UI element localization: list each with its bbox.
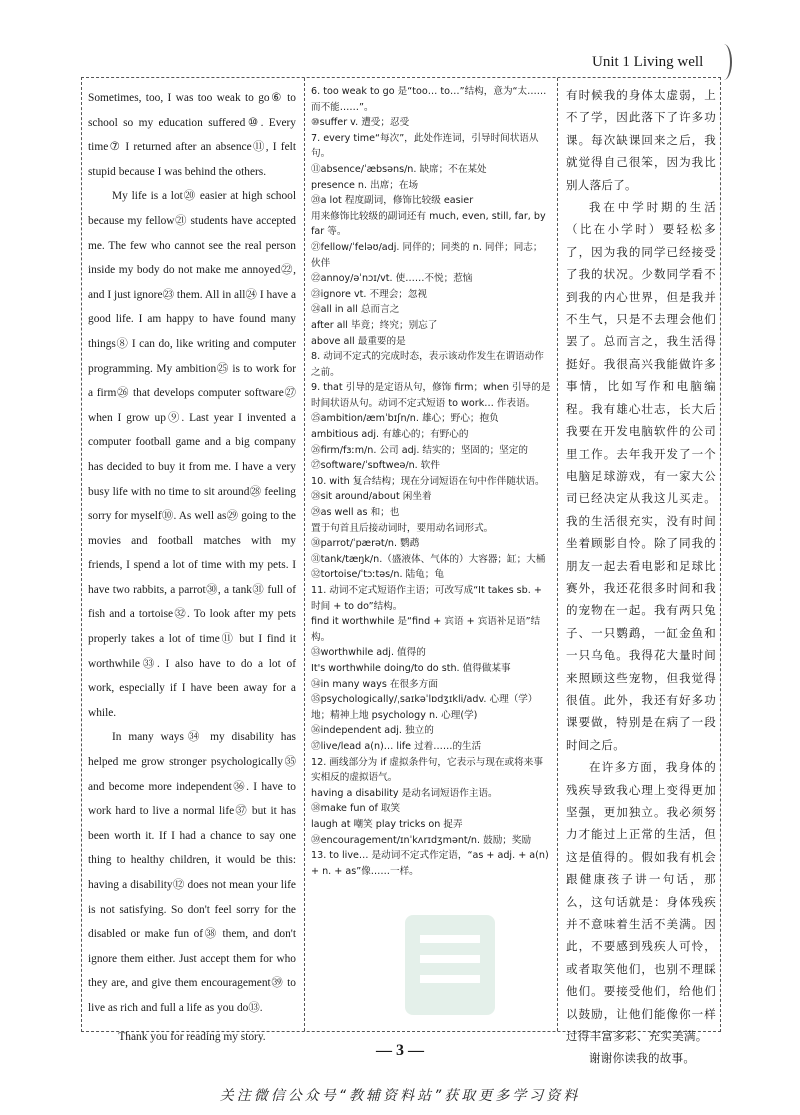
english-closing-line: Thank you for reading my story. [118,1030,266,1043]
vocabulary-note: ㉗software/ˈsɒftweə/n. 软件 [311,460,440,472]
page-number: — 3 — [376,1042,424,1059]
english-paragraph-1: Sometimes, too, I was too weak to go⑥ to school so my education suffered⑩. Every time⑦ I returned after an absence⑪, I felt stupid because I was behind the others. [88,92,296,178]
vocabulary-note: ㉕ambition/æmˈbɪʃn/n. 雄心；野心；抱负 [311,413,499,425]
header-bracket-decoration [716,44,732,80]
vocabulary-note: above all 最重要的是 [311,335,406,347]
vocabulary-note: ㉙as well as 和；也 [311,507,400,519]
vocabulary-note: ㉞in many ways 在很多方面 [311,678,438,690]
vocabulary-note: ㉒annoy/əˈnɔɪ/vt. 使……不悦；惹恼 [311,273,473,285]
vocabulary-note: 10. with 复合结构；现在分词短语在句中作伴随状语。 [311,475,545,487]
chinese-paragraph-3: 在许多方面，我身体的残疾导致我心理上变得更加坚强，更加独立。我必须努力才能过上正常的生活，但这是值得的。假如我有机会跟健康孩子讲一句话，那么，这句话就是：身体残疾并不意味着生活不美满。因此，不要感到残疾人可怜，或者取笑他们，也别不理睬他们。要接受他们，给他们以鼓励，让他们能像你一样过得丰富多彩、充实美满。 [566,760,716,1044]
vocabulary-note: 11. 动词不定式短语作主语；可改写成“It takes sb. + 时间 + to do”结构。 [311,585,542,612]
chinese-closing-line: 谢谢你读我的故事。 [589,1051,696,1066]
vocabulary-note: ㉟psychologically/ˌsaɪkəˈlɒdʒɪkli/adv. 心理（学）地；精神上地 psychology n. 心理(学) [311,694,538,721]
vocabulary-note: ㉑fellow/ˈfeləʊ/adj. 同伴的；同类的 n. 同伴；同志；伙伴 [311,241,543,269]
content-frame [81,77,721,1066]
english-passage-column [82,78,304,1043]
page-header [560,48,750,78]
chinese-translation-column [558,78,722,1066]
chinese-paragraph-1: 有时候我的身体太虚弱，上不了学，因此落下了许多功课。每次缺课回来之后，我就觉得自己很笨，因为我比别人落后了。 [566,88,716,192]
vocabulary-note: ㉚parrot/ˈpærət/n. 鹦鹉 [311,538,420,550]
vocabulary-note: ⑪absence/ˈæbsəns/n. 缺席；不在某处 [311,163,487,175]
vocabulary-note: 7. every time“每次”，此处作连词，引导时间状语从句。 [311,132,539,160]
vocabulary-note: 13. to live… 是动词不定式作定语，“as + adj. + a(n) + n. + as”像……一样。 [311,850,549,877]
vocabulary-note: ㉜tortoise/ˈtɔːtəs/n. 陆龟；龟 [311,569,444,581]
vocabulary-note: ㊴encouragement/ɪnˈkʌrɪdʒmənt/n. 鼓励；奖励 [311,834,532,846]
vocabulary-note: ⑩suffer v. 遭受；忍受 [311,117,410,129]
vocabulary-note: find it worthwhile 是“find + 宾语 + 宾语补足语”结构。 [311,616,541,643]
vocabulary-note: ambitious adj. 有雄心的；有野心的 [311,429,469,441]
vocabulary-note: ㊱independent adj. 独立的 [311,725,434,737]
vocabulary-note: ㉓ignore vt. 不理会；忽视 [311,288,428,300]
vocabulary-note: ㉖firm/fɜːm/n. 公司 adj. 结实的；坚固的；坚定的 [311,444,528,456]
unit-title: Unit 1 Living well [592,54,704,70]
vocabulary-note: ㉔all in all 总而言之 [311,304,400,316]
vocabulary-note: 8. 动词不定式的完成时态，表示该动作发生在谓语动作之前。 [311,351,544,378]
vocabulary-note: ㊲live/lead a(n)… life 过着……的生活 [311,740,482,752]
vocabulary-note: presence n. 出席；在场 [311,179,419,191]
vocabulary-note: 6. too weak to go 是“too… to…”结构，意为“太……而不能……”。 [311,86,547,113]
english-paragraph-3: In many ways㉞ my disability has helped me grow stronger psychologically㉟ and become more independent㊱. I have to work hard to live a normal life㊲ but it has been worth it. If I had a chance to say one thing to healthy children, it would be this: having a disability⑫ does not mean your life is not satisfying. So don't feel sorry for the disabled or make fun of㊳ them, and don't ignore them either. Just accept them for who they are, and give them encouragement㊴ to live as rich and full a life as you do⑬. [88,731,296,1014]
vocabulary-note: ㊳make fun of 取笑 [311,803,401,815]
vocabulary-note: after all 毕竟；终究；别忘了 [311,319,438,331]
chinese-paragraph-2: 我在中学时期的生活（比在小学时）要轻松多了，因为我的同学已经接受了我的状况。少数同学看不到我的内心世界，但是我并不生气，只是不去理会他们罢了。总而言之，我生活得挺好。我很高兴我能做许多事情，比如写作和电脑编程。我有雄心壮志，长大后我要在开发电脑软件的公司里工作。去年我开发了一个电脑足球游戏，有一家大公司已经决定从我这儿买走。我的生活很充实，没有时间坐着顾影自怜。除了同我的朋友一起去看电影和足球比赛外，我还花很多时间和我的宠物在一起。我有两只兔子、一只鹦鹉，一缸金鱼和一只乌龟。我得花大量时间来照顾这些宠物，但我觉得很值。此外，我还有好多功课要做，特别是在病了一段时间之后。 [566,200,716,752]
vocabulary-note: It's worthwhile doing/to do sth. 值得做某事 [311,662,511,674]
vocabulary-note: 置于句首且后接动词时，要用动名词形式。 [311,522,494,534]
vocabulary-note: having a disability 是动名词短语作主语。 [311,787,498,799]
watermark-logo [395,905,505,1025]
vocabulary-note: ㉛tank/tæŋk/n.（盛液体、气体的）大容器；缸；大桶 [311,553,546,565]
vocabulary-notes-column [304,78,558,1031]
vocabulary-note: laugh at 嘲笑 play tricks on 捉弄 [311,818,463,830]
vocabulary-note: 9. that 引导的是定语从句，修饰 firm；when 引导的是时间状语从句。动词不定式短语 to work… 作表语。 [311,382,551,409]
vocabulary-note: ⑳a lot 程度副词，修饰比较级 easier [311,195,474,207]
vocabulary-note: 用来修饰比较级的副词还有 much, even, still, far, by far 等。 [311,210,546,238]
vocabulary-note: ㉘sit around/about 闲坐着 [311,491,432,503]
vocabulary-note: ㉝worthwhile adj. 值得的 [311,647,426,659]
english-paragraph-2: My life is a lot⑳ easier at high school because my fellow㉑ students have accepted me. The few who cannot see the real person inside my body do not make me annoyed㉒, and I just ignore㉓ them. All in all㉔ I have a good life. I am happy to have found many things⑧ I can do, like writing and computer programming. My ambition㉕ is to work for a firm㉖ that develops computer software㉗ when I grow up⑨. Last year I invented a computer football game and a big company has decided to buy it from me. I have a very busy life with no time to sit around㉘ feeling sorry for myself⑩. As well as㉙ going to the movies and football matches with my friends, I spend a lot of time with my pets. I have two rabbits, a parrot㉚, a tank㉛ full of fish and a tortoise㉜. To look after my pets properly takes a lot of time⑪ but I find it worthwhile㉝. I also have to do a lot of work, especially if I have been away for a while. [88,190,296,719]
footer-notice: 关注微信公众号“教辅资料站”获取更多学习资料 [219,1088,581,1104]
vocabulary-note: 12. 画线部分为 if 虚拟条件句，它表示与现在或将来事实相反的虚拟语气。 [311,756,543,784]
